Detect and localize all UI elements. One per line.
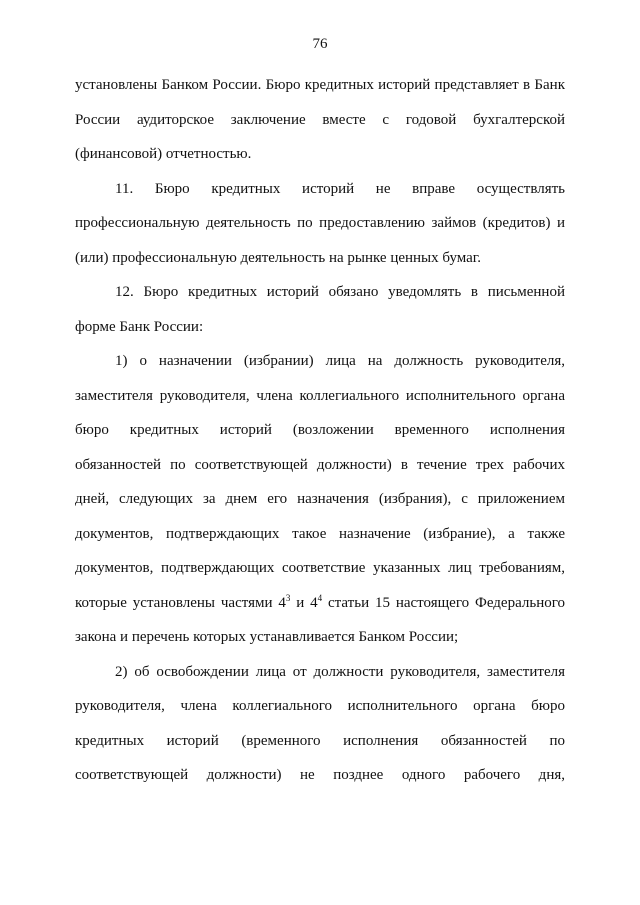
- page-number: 76: [312, 36, 328, 52]
- list-item-1-text-part3: статьи 15 настоящего Федерального закона и перечень которых устанавливается Банком России;: [75, 594, 566, 645]
- paragraph-11: 11. Бюро кредитных историй не вправе осуществлять профессиональную деятельность по предоставлению займов (кредитов) и (или) профессиональную деятельность на рынке ценных бумаг.: [75, 180, 565, 266]
- list-item-1: [75, 344, 565, 655]
- list-item-1-text-part2: и 4: [290, 594, 318, 611]
- document-body: [75, 68, 565, 793]
- list-item-2: 2) об освобождении лица от должности руководителя, заместителя руководителя, члена коллегиального исполнительного органа бюро кредитных историй (временного исполнения обязанностей по соответствующей должности) не позднее одного рабочего дня,: [75, 663, 565, 783]
- superscript-part-3: 3: [285, 592, 291, 603]
- superscript-part-4: 4: [317, 592, 323, 603]
- list-item-1-text-part1: 1) о назначении (избрании) лица на должность руководителя, заместителя руководителя, члена коллегиального исполнительного органа бюро кредитных историй (возложении временного исполнения обязанностей по соответствующей должности) в течение трех рабочих дней, следующих за днем его назначения (избрания), с приложением документов, подтверждающих такое назначение (избрание), а также документов, подтверждающих соответствие указанных лиц требованиям, которые установлены частями 4: [75, 353, 565, 611]
- paragraph-12: 12. Бюро кредитных историй обязано уведомлять в письменной форме Банк России:: [75, 284, 565, 335]
- paragraph-continuation: установлены Банком России. Бюро кредитных историй представляет в Банк России аудиторское заключение вместе с годовой бухгалтерской (финансовой) отчетностью.: [75, 77, 565, 162]
